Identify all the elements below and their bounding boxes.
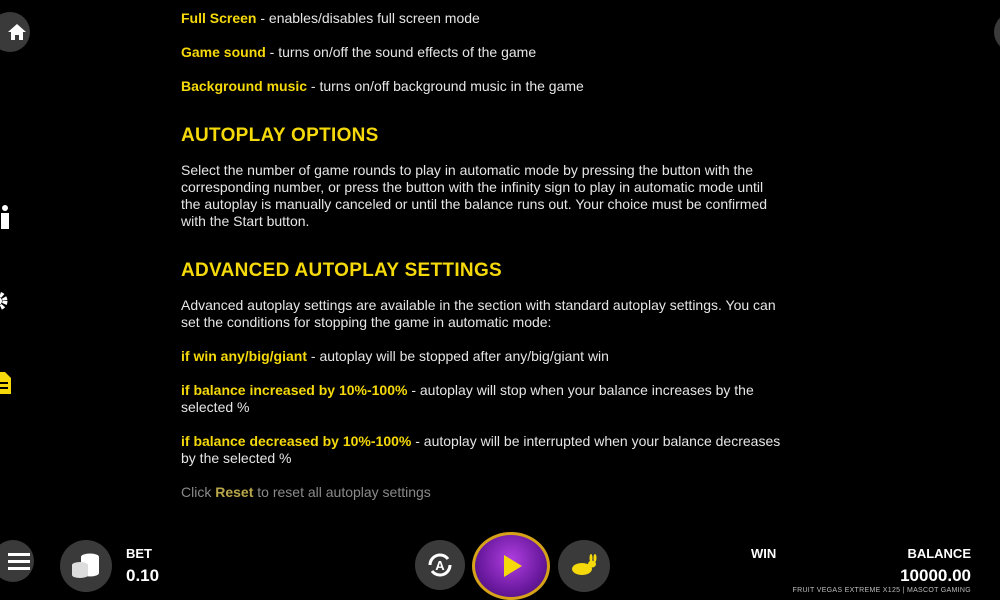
reset-note: Click Reset to reset all autoplay settings <box>181 484 431 500</box>
advanced-intro: Advanced autoplay settings are available in the section with standard autoplay settings. You can <box>181 297 776 313</box>
svg-text:A: A <box>435 558 445 573</box>
autoplay-options-heading: AUTOPLAY OPTIONS <box>181 125 379 146</box>
settings-button[interactable] <box>0 288 14 314</box>
rule-win: if win any/big/giant - autoplay will be stopped after any/big/giant win <box>181 348 609 364</box>
rule-balance-decreased: if balance decreased by 10%-100% - autoplay will be interrupted when your balance decreases <box>181 433 781 449</box>
home-button[interactable] <box>0 12 30 52</box>
play-icon <box>496 551 526 581</box>
paytable-button[interactable] <box>0 370 14 396</box>
advanced-autoplay-heading: ADVANCED AUTOPLAY SETTINGS <box>181 260 502 281</box>
close-button[interactable] <box>994 12 1000 52</box>
coins-icon <box>70 551 102 581</box>
autoplay-options-text: Select the number of game rounds to play in automatic mode by pressing the button with the <box>181 162 753 178</box>
balance-value: 10000.00 <box>900 566 971 585</box>
autoplay-button[interactable] <box>415 540 465 590</box>
rabbit-icon <box>569 554 599 578</box>
advanced-intro: set the conditions for stopping the game in automatic mode: <box>181 314 552 330</box>
home-icon <box>6 21 28 43</box>
win-label: WIN <box>751 546 777 561</box>
gear-icon <box>0 290 14 312</box>
game-footer: FRUIT VEGAS EXTREME X125 | MASCOT GAMING <box>792 587 971 594</box>
setting-full-screen: Full Screen - enables/disables full screen mode <box>181 10 480 26</box>
bet-value: 0.10 <box>126 566 160 585</box>
rule-balance-increased: if balance increased by 10%-100% - autoplay will stop when your balance increases by the <box>181 382 754 398</box>
hamburger-icon <box>8 552 30 570</box>
document-icon <box>0 370 13 396</box>
balance-label: BALANCE <box>907 546 971 561</box>
setting-background-music: Background music - turns on/off background music in the game <box>181 78 584 94</box>
rule-balance-decreased-cont: by the selected % <box>181 450 292 466</box>
bet-button[interactable] <box>60 540 112 592</box>
info-button[interactable] <box>0 204 14 230</box>
rule-balance-increased-cont: selected % <box>181 399 250 415</box>
autoplay-options-text: the autoplay is manually canceled or until the balance runs out. Your choice must be confirmed <box>181 196 768 212</box>
autoplay-options-text: with the Start button. <box>181 213 310 229</box>
autoplay-options-text: corresponding number, or press the button with the infinity sign to play in automatic mode until <box>181 179 764 195</box>
spin-button[interactable] <box>472 532 550 600</box>
autoplay-icon <box>424 549 456 581</box>
rules-content <box>181 10 826 501</box>
bet-label: BET <box>126 546 152 561</box>
setting-game-sound: Game sound - turns on/off the sound effects of the game <box>181 44 537 60</box>
info-icon <box>0 204 11 230</box>
menu-button[interactable] <box>0 540 34 582</box>
bottom-bar <box>0 528 1000 600</box>
turbo-button[interactable] <box>558 540 610 592</box>
